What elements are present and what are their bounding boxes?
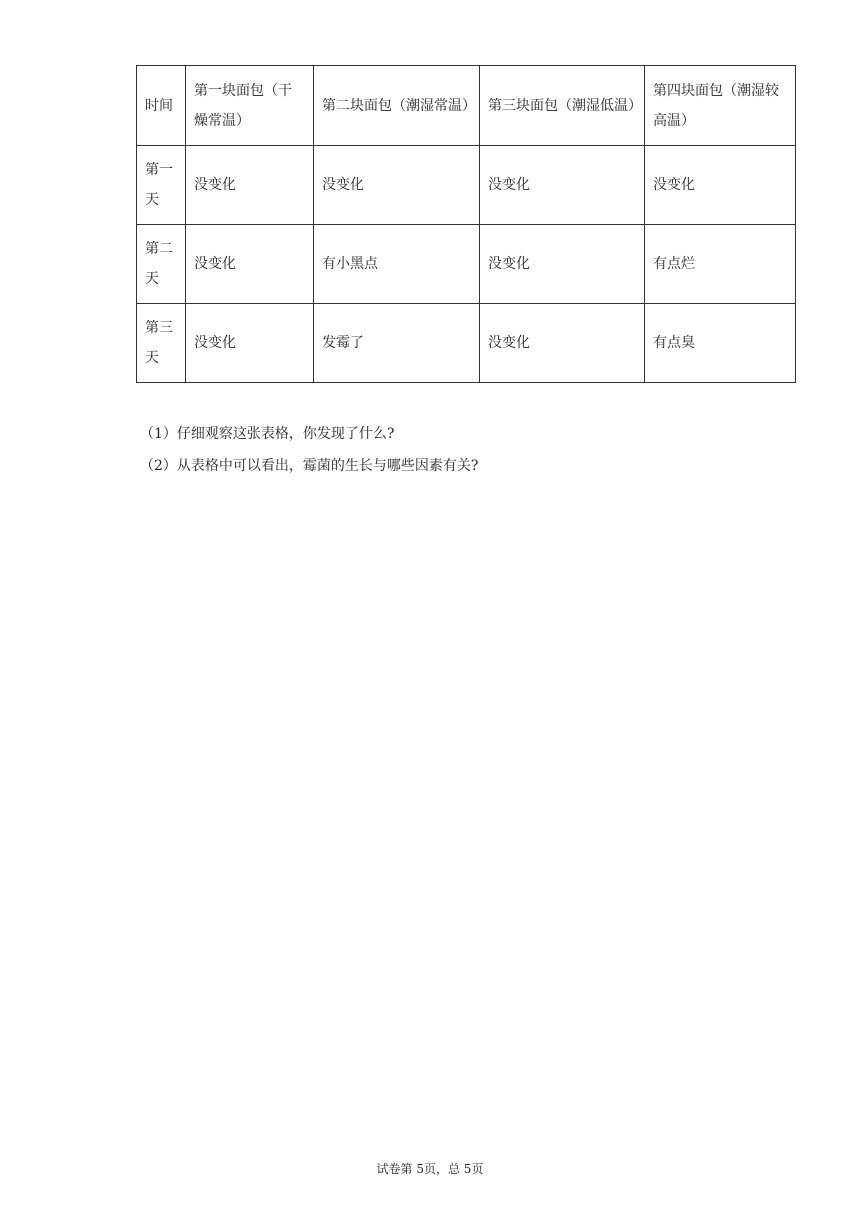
header-cell-bread-2: 第二块面包（潮湿常温）: [314, 66, 480, 146]
table-cell: 没变化: [480, 225, 645, 304]
table-cell: 没变化: [645, 146, 796, 225]
table-cell: 没变化: [186, 304, 314, 383]
day-cell: 第一天: [137, 146, 186, 225]
table-cell: 有点臭: [645, 304, 796, 383]
header-cell-time: 时间: [137, 66, 186, 146]
table-cell: 没变化: [186, 225, 314, 304]
table-row: [137, 146, 796, 225]
table-cell: 没变化: [480, 146, 645, 225]
day-cell: 第二天: [137, 225, 186, 304]
table-cell: 没变化: [314, 146, 480, 225]
table-cell: 没变化: [480, 304, 645, 383]
day-cell: 第三天: [137, 304, 186, 383]
header-cell-bread-3: 第三块面包（潮湿低温）: [480, 66, 645, 146]
table-cell: 有点烂: [645, 225, 796, 304]
question-2: （2）从表格中可以看出，霉菌的生长与哪些因素有关?: [140, 458, 479, 474]
header-cell-bread-4: 第四块面包（潮湿较高温）: [645, 66, 796, 146]
table-header-row: [137, 66, 796, 146]
table-cell: 发霉了: [314, 304, 480, 383]
observation-table: [136, 65, 796, 383]
table-cell: 没变化: [186, 146, 314, 225]
table-cell: 有小黑点: [314, 225, 480, 304]
page-footer: 试卷第 5页，总 5页: [376, 1162, 484, 1176]
table-row: [137, 304, 796, 383]
question-1: （1）仔细观察这张表格，你发现了什么?: [140, 426, 395, 442]
table-row: [137, 225, 796, 304]
header-cell-bread-1: 第一块面包（干燥常温）: [186, 66, 314, 146]
